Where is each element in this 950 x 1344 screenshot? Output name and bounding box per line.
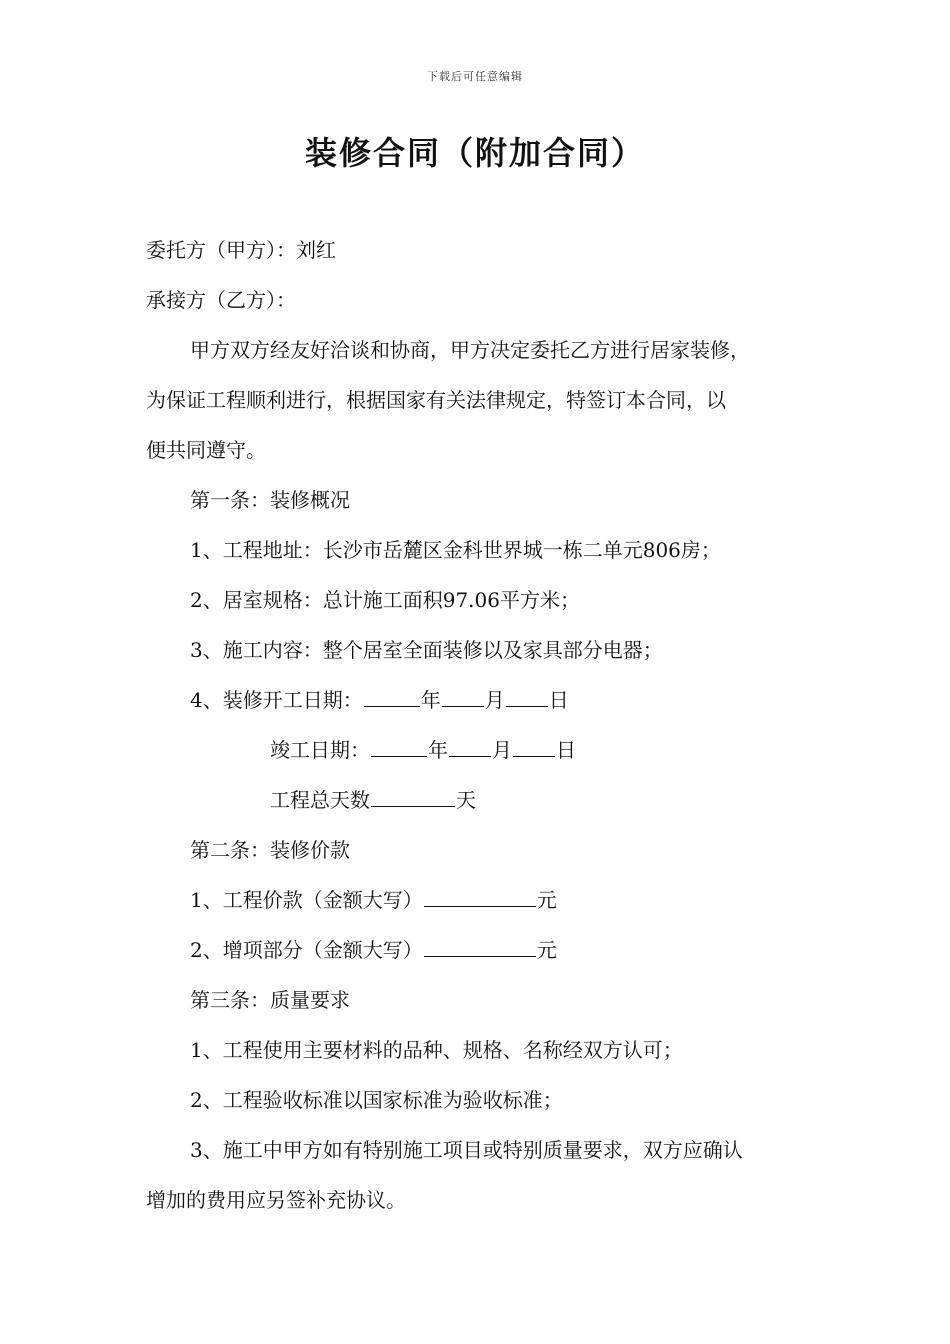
article3-item1: 1、工程使用主要材料的品种、规格、名称经双方认可； bbox=[190, 1038, 683, 1062]
intro-line-3: 便共同遵守。 bbox=[146, 438, 266, 462]
start-month-blank[interactable] bbox=[442, 686, 484, 707]
intro-line-1: 甲方双方经友好洽谈和协商，甲方决定委托乙方进行居家装修， bbox=[190, 338, 750, 362]
completion-date-label: 竣工日期： bbox=[270, 738, 370, 762]
total-days-blank[interactable] bbox=[371, 786, 455, 807]
article1-item2: 2、居室规格：总计施工面积97.06平方米； bbox=[190, 588, 580, 612]
party-a: 委托方（甲方）：刘红 bbox=[146, 238, 336, 262]
article1-heading: 第一条：装修概况 bbox=[190, 488, 350, 512]
extra-items-line bbox=[190, 936, 557, 964]
currency-unit: 元 bbox=[536, 888, 557, 912]
start-date-line bbox=[190, 686, 569, 714]
year-label: 年 bbox=[420, 688, 441, 712]
day-label: 日 bbox=[556, 738, 576, 762]
price-blank[interactable] bbox=[424, 886, 536, 907]
completion-year-blank[interactable] bbox=[371, 736, 427, 757]
article1-item1: 1、工程地址：长沙市岳麓区金科世界城一栋二单元806房； bbox=[190, 538, 721, 562]
start-date-label: 4、装修开工日期： bbox=[190, 688, 363, 712]
price-label: 1、工程价款（金额大写） bbox=[190, 888, 423, 912]
article3-item3-line1: 3、施工中甲方如有特别施工项目或特别质量要求，双方应确认 bbox=[190, 1138, 743, 1162]
start-year-blank[interactable] bbox=[364, 686, 420, 707]
completion-month-blank[interactable] bbox=[449, 736, 491, 757]
article2-heading: 第二条：装修价款 bbox=[190, 838, 350, 862]
extra-items-label: 2、增项部分（金额大写） bbox=[190, 938, 423, 962]
extra-items-blank[interactable] bbox=[424, 936, 536, 957]
intro-line-2: 为保证工程顺利进行，根据国家有关法律规定，特签订本合同，以 bbox=[146, 388, 726, 412]
day-label: 日 bbox=[548, 688, 569, 712]
days-unit: 天 bbox=[456, 788, 476, 812]
article3-item3-line2: 增加的费用应另签补充协议。 bbox=[146, 1188, 406, 1212]
month-label: 月 bbox=[492, 738, 512, 762]
completion-date-line bbox=[270, 736, 576, 764]
total-days-label: 工程总天数 bbox=[270, 788, 370, 812]
article1-item3: 3、施工内容：整个居室全面装修以及家具部分电器； bbox=[190, 638, 663, 662]
month-label: 月 bbox=[484, 688, 505, 712]
year-label: 年 bbox=[428, 738, 448, 762]
price-line bbox=[190, 886, 557, 914]
currency-unit: 元 bbox=[536, 938, 557, 962]
party-b: 承接方（乙方）： bbox=[146, 288, 296, 312]
article3-item2: 2、工程验收标准以国家标准为验收标准； bbox=[190, 1088, 563, 1112]
header-note: 下载后可任意编辑 bbox=[427, 70, 523, 83]
document-title: 装修合同（附加合同） bbox=[304, 134, 645, 172]
start-day-blank[interactable] bbox=[506, 686, 548, 707]
completion-day-blank[interactable] bbox=[513, 736, 555, 757]
article3-heading: 第三条：质量要求 bbox=[190, 988, 350, 1012]
total-days-line bbox=[270, 786, 476, 814]
